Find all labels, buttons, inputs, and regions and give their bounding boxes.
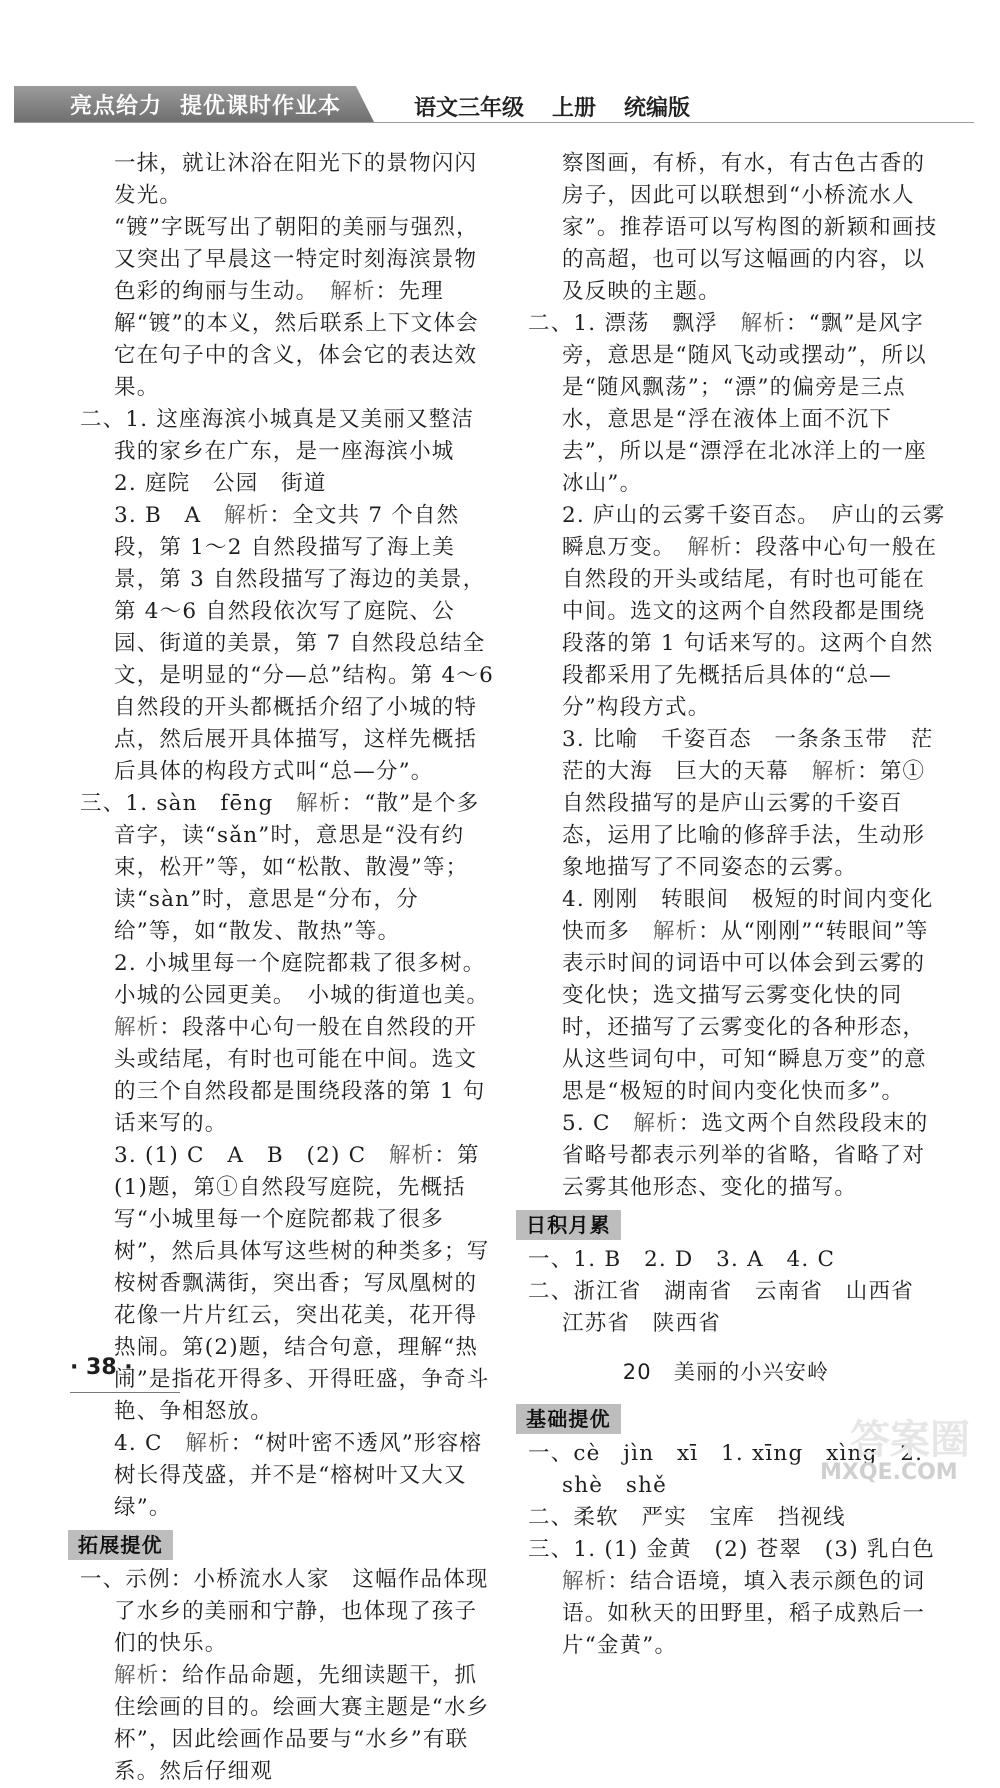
section-three-q3 [80, 1140, 498, 1428]
answer-text: 察图画，有桥，有水，有古色古香的房子，因此可以联想到“小桥流水人家”。推荐语可以写构图的新颖和画技的高超，也可以写这幅画的内容，以及反映的主题。 [562, 151, 938, 304]
answer: 二、1. 漂荡 飘浮 [528, 311, 741, 336]
accumulation-q2: 二、浙江省 湖南省 云南省 山西省 江苏省 陕西省 [528, 1279, 937, 1336]
analysis-label: 解析 [740, 311, 786, 336]
analysis-label: 解析 [330, 279, 376, 304]
lesson-number: 20 [622, 1360, 652, 1384]
analysis-label: 解析 [633, 1111, 679, 1136]
analysis: ：先理解“镀”的本义，然后联系上下文体会它在句子中的含义，体会它的表达效果。 [114, 279, 479, 400]
lesson-name: 美丽的小兴安岭 [673, 1360, 830, 1384]
section-two-q2: 2. 庭院 公园 街道 [114, 471, 327, 496]
extension-q1: 一、示例：小桥流水人家 这幅作品体现了水乡的美丽和宁静，也体现了孩子们的快乐。 [80, 1567, 489, 1656]
analysis: ：全文共 7 个自然段，第 1～2 自然段描写了海上美景，第 3 自然段描写了海边的美景，第 4～6 自然段依次写了庭院、公园、街道的美景，第 7 自然段总结全文，是明显的“分—总”结构。第 4～6 自然段的开头都概括介绍了小城的特点，然后展开具体描写，这样先概括后具体的构段方式叫“总—分”。 [114, 503, 494, 784]
answer: 4. 刚刚 转眼间 极短的时间内变化快而多 [562, 887, 934, 944]
answer-text: 一抹，就让沐浴在阳光下的景物闪闪发光。 [114, 151, 478, 208]
analysis: ：选文两个自然段段末的省略号都表示列举的省略，省略了对云雾其他形态、变化的描写。 [562, 1111, 929, 1200]
section-three-q1 [80, 788, 498, 948]
analysis: ：段落中心句一般在自然段的开头或结尾，有时也可能在中间。选文的三个自然段都是围绕段落的第 1 句话来写的。 [114, 1015, 486, 1136]
analysis: ：第(1)题，第①自然段写庭院，先概括写“小城里每一个庭院都栽了很多树”，然后具体写这些树的种类多；写桉树香飘满街，突出香；写凤凰树的花像一片片红云，突出花美，花开得热闹。第(2)题，结合句意，理解“热闹”是指花开得多、开得旺盛，争奇斗艳、争相怒放。 [114, 1143, 490, 1424]
analysis-label: 解析 [114, 1663, 160, 1688]
answer: 三、1. (1) 金黄 (2) 苍翠 (3) 乳白色 [528, 1537, 958, 1562]
extension-analysis [80, 1660, 498, 1788]
section-two-q1 [528, 308, 946, 500]
analysis-label: 解析 [687, 535, 733, 560]
analysis: ：“飘”是风字旁，意思是“随风飞动或摆动”，所以是“随风飘荡”；“漂”的偏旁是三点水，意思是“浮在液体上面不沉下去”，所以是“漂浮在北冰洋上的一座冰山”。 [562, 311, 927, 496]
answer: 2. 小城里每一个庭院都栽了很多树。 小城的公园更美。 小城的街道也美。 [114, 951, 502, 1008]
analysis-label: 解析 [296, 791, 342, 816]
analysis: ：“散”是个多音字，读“sǎn”时，意思是“没有约束，松开”等，如“松散、散漫”等；读“sàn”时，意思是“分布，分给”等，如“散发、散热”等。 [114, 791, 480, 944]
lesson-title [528, 1356, 946, 1388]
analysis-label: 解析 [224, 503, 270, 528]
analysis-label: 解析 [388, 1143, 435, 1168]
answer: 三、1. sàn fēng [80, 791, 297, 816]
answer: 4. C [114, 1431, 186, 1456]
analysis: ：从“刚刚”“转眼间”等表示时间的词语中可以体会到云雾的变化快；选文描写云雾变化快的同时，还描写了云雾变化的各种形态，从这些词句中，可知“瞬息万变”的意思是“极短的时间内变化快而多”。 [562, 919, 929, 1104]
edition: 统编版 [624, 96, 691, 121]
watermark-url: MXQE.COM [820, 1460, 958, 1485]
header-divider [14, 122, 974, 123]
subject: 语文三年级 [414, 96, 525, 121]
analysis-label: 解析 [811, 759, 858, 784]
answer: 3. (1) C A B (2) C [114, 1143, 389, 1168]
series-title [70, 89, 359, 120]
section-heading-basic: 基础提优 [516, 1404, 621, 1434]
section-two-q3 [80, 500, 498, 788]
section-two-q2 [528, 500, 946, 724]
section-heading-extension: 拓展提优 [68, 1530, 173, 1560]
page-number: · 38 · [70, 1355, 133, 1380]
analysis: ：给作品命题，先细读题干，抓住绘画的目的。绘画大赛主题是“水乡杯”，因此绘画作品要与“水乡”有联系。然后仔细观 [114, 1663, 490, 1784]
basic-q1: 一、cè jìn xī 1. xīng xìng 2. shè shě [528, 1441, 924, 1498]
section-two-q5 [528, 1108, 946, 1204]
analysis: ：“树叶密不透风”形容榕树长得茂盛，并不是“榕树叶又大又绿”。 [114, 1431, 483, 1520]
volume: 上册 [552, 96, 597, 121]
answer: 3. 比喻 千姿百态 一条条玉带 茫茫的大海 巨大的天幕 [562, 727, 934, 784]
edition-info [414, 91, 718, 122]
answer: 5. C [562, 1111, 634, 1136]
answer: 3. B A [114, 503, 225, 528]
section-two-q4 [528, 884, 946, 1108]
series-name: 亮点给力 [70, 94, 163, 119]
left-column [78, 148, 502, 1788]
analysis-label: 解析 [562, 1569, 608, 1594]
analysis-label: 解析 [652, 919, 699, 944]
analysis: ：结合语境，填入表示颜色的词语。如秋天的田野里，稻子成熟后一片“金黄”。 [562, 1569, 926, 1658]
analysis-label: 解析 [114, 1015, 160, 1040]
page-header [0, 0, 1000, 160]
book-name: 提优课时作业本 [180, 94, 342, 119]
accumulation-q1: 一、1. B 2. D 3. A 4. C [528, 1247, 836, 1272]
section-three-q2 [80, 948, 502, 1140]
analysis-label: 解析 [185, 1431, 231, 1456]
answer: 2. 庐山的云雾千姿百态。 庐山的云雾瞬息万变。 [562, 503, 946, 560]
basic-q3 [528, 1534, 958, 1662]
section-heading-accumulation: 日积月累 [516, 1210, 621, 1240]
section-three-q4 [80, 1428, 498, 1524]
footer-divider [70, 1392, 180, 1393]
answer: “镀”字既写出了朝阳的美丽与强烈，又突出了早晨这一特定时刻海滨景物色彩的绚丽与生动。 [114, 215, 479, 304]
basic-q2: 二、柔软 严实 宝库 挡视线 [528, 1505, 846, 1530]
section-two-q3 [528, 724, 946, 884]
section-two-q1: 二、1. 这座海滨小城真是又美丽又整洁 我的家乡在广东，是一座海滨小城 [80, 407, 497, 464]
watermark-logo: 答案圈 [850, 1417, 970, 1463]
answer-text [80, 212, 498, 404]
analysis: ：第①自然段描写的是庐山云雾的千姿百态，运用了比喻的修辞手法，生动形象地描写了不同姿态的云雾。 [562, 759, 926, 880]
analysis: ：段落中心句一般在自然段的开头或结尾，有时也可能在中间。选文的这两个自然段都是围绕段落的第 1 句话来写的。这两个自然段都采用了先概括后具体的“总—分”构段方式。 [562, 535, 938, 720]
